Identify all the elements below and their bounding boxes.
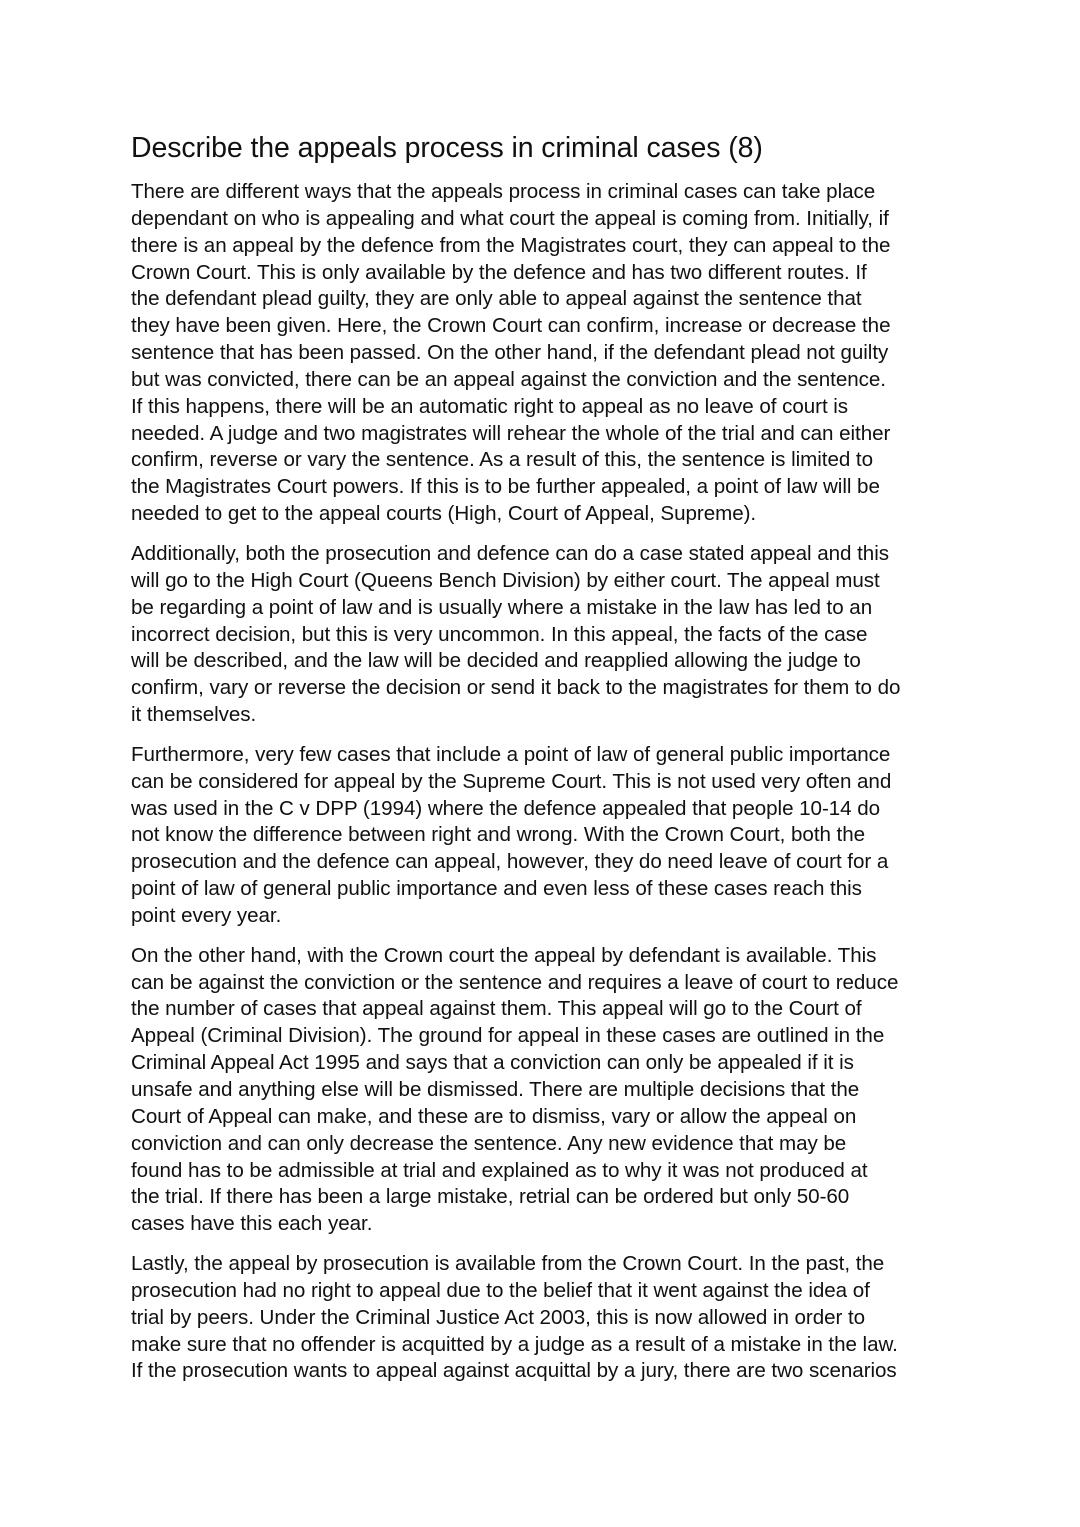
text-line: can be considered for appeal by the Supreme Court. This is not used very often and bbox=[131, 769, 892, 793]
text-line: incorrect decision, but this is very uncommon. In this appeal, the facts of the case bbox=[131, 622, 868, 646]
text-line: but was convicted, there can be an appeal against the conviction and the sentence. bbox=[131, 367, 886, 391]
text-line: unsafe and anything else will be dismissed. There are multiple decisions that the bbox=[131, 1078, 860, 1101]
text-line: confirm, vary or reverse the decision or send it back to the magistrates for them to do bbox=[131, 676, 901, 700]
text-line: Furthermore, very few cases that include a point of law of general public importance bbox=[131, 742, 891, 766]
paragraph bbox=[131, 1251, 961, 1385]
text-line: sentence that has been passed. On the other hand, if the defendant plead not guilty bbox=[131, 341, 889, 365]
text-line: will go to the High Court (Queens Bench Division) by either court. The appeal must bbox=[131, 568, 880, 592]
text-line: There are different ways that the appeals process in criminal cases can take place bbox=[131, 180, 876, 203]
text-line: was used in the C v DPP (1994) where the defence appealed that people 10-14 do bbox=[131, 796, 881, 820]
text-line: needed to get to the appeal courts (High, Court of Appeal, Supreme). bbox=[131, 502, 757, 526]
text-line: be regarding a point of law and is usually where a mistake in the law has led to an bbox=[131, 595, 873, 619]
text-line: the defendant plead guilty, they are only able to appeal against the sentence that bbox=[131, 287, 862, 311]
text-line: Appeal (Criminal Division). The ground for appeal in these cases are outlined in the bbox=[131, 1024, 885, 1048]
text-line: point of law of general public importance and even less of these cases reach this bbox=[131, 877, 862, 901]
text-line: Additionally, both the prosecution and defence can do a case stated appeal and this bbox=[131, 541, 889, 565]
document-body bbox=[131, 179, 961, 1385]
text-line: If this happens, there will be an automatic right to appeal as no leave of court is bbox=[131, 394, 849, 418]
document-page bbox=[131, 128, 961, 1398]
text-line: they have been given. Here, the Crown Court can confirm, increase or decrease the bbox=[131, 314, 891, 338]
text-line: dependant on who is appealing and what court the appeal is coming from. Initially, if bbox=[131, 206, 889, 230]
text-line: will be described, and the law will be decided and reapplied allowing the judge to bbox=[131, 649, 861, 673]
text-line: make sure that no offender is acquitted by a judge as a result of a mistake in the law. bbox=[131, 1332, 898, 1356]
paragraph bbox=[131, 943, 961, 1238]
text-line: found has to be admissible at trial and explained as to why it was not produced at bbox=[131, 1158, 868, 1182]
text-line: Crown Court. This is only available by the defence and has two different routes. If bbox=[131, 260, 867, 284]
text-line: the number of cases that appeal against them. This appeal will go to the Court of bbox=[131, 997, 862, 1021]
text-line: cases have this each year. bbox=[131, 1212, 373, 1236]
text-line: On the other hand, with the Crown court the appeal by defendant is available. This bbox=[131, 943, 877, 967]
text-line: trial by peers. Under the Criminal Justice Act 2003, this is now allowed in order to bbox=[131, 1305, 866, 1329]
text-line: can be against the conviction or the sentence and requires a leave of court to reduce bbox=[131, 970, 899, 994]
text-line: not know the difference between right and wrong. With the Crown Court, both the bbox=[131, 823, 866, 847]
text-line: prosecution had no right to appeal due to the belief that it went against the idea of bbox=[131, 1278, 870, 1302]
text-line: there is an appeal by the defence from the Magistrates court, they can appeal to the bbox=[131, 233, 891, 257]
text-line: point every year. bbox=[131, 903, 282, 927]
text-line: Lastly, the appeal by prosecution is available from the Crown Court. In the past, the bbox=[131, 1252, 885, 1276]
text-line: the Magistrates Court powers. If this is to be further appealed, a point of law will be bbox=[131, 475, 880, 499]
text-line: Criminal Appeal Act 1995 and says that a conviction can only be appealed if it is bbox=[131, 1051, 854, 1075]
text-line: Court of Appeal can make, and these are to dismiss, vary or allow the appeal on bbox=[131, 1104, 857, 1128]
paragraph bbox=[131, 179, 961, 528]
text-line: it themselves. bbox=[131, 703, 257, 727]
text-line: needed. A judge and two magistrates will rehear the whole of the trial and can either bbox=[131, 421, 891, 445]
text-line: the trial. If there has been a large mistake, retrial can be ordered but only 50-60 bbox=[131, 1185, 850, 1209]
text-line: prosecution and the defence can appeal, however, they do need leave of court for a bbox=[131, 850, 889, 874]
paragraph bbox=[131, 541, 961, 729]
text-line: confirm, reverse or vary the sentence. As a result of this, the sentence is limited to bbox=[131, 448, 873, 472]
paragraph bbox=[131, 742, 961, 930]
text-line: conviction and can only decrease the sentence. Any new evidence that may be bbox=[131, 1131, 847, 1155]
document-title: Describe the appeals process in criminal cases (8) bbox=[131, 132, 763, 164]
text-line: If the prosecution wants to appeal against acquittal by a jury, there are two scenarios bbox=[131, 1359, 897, 1383]
